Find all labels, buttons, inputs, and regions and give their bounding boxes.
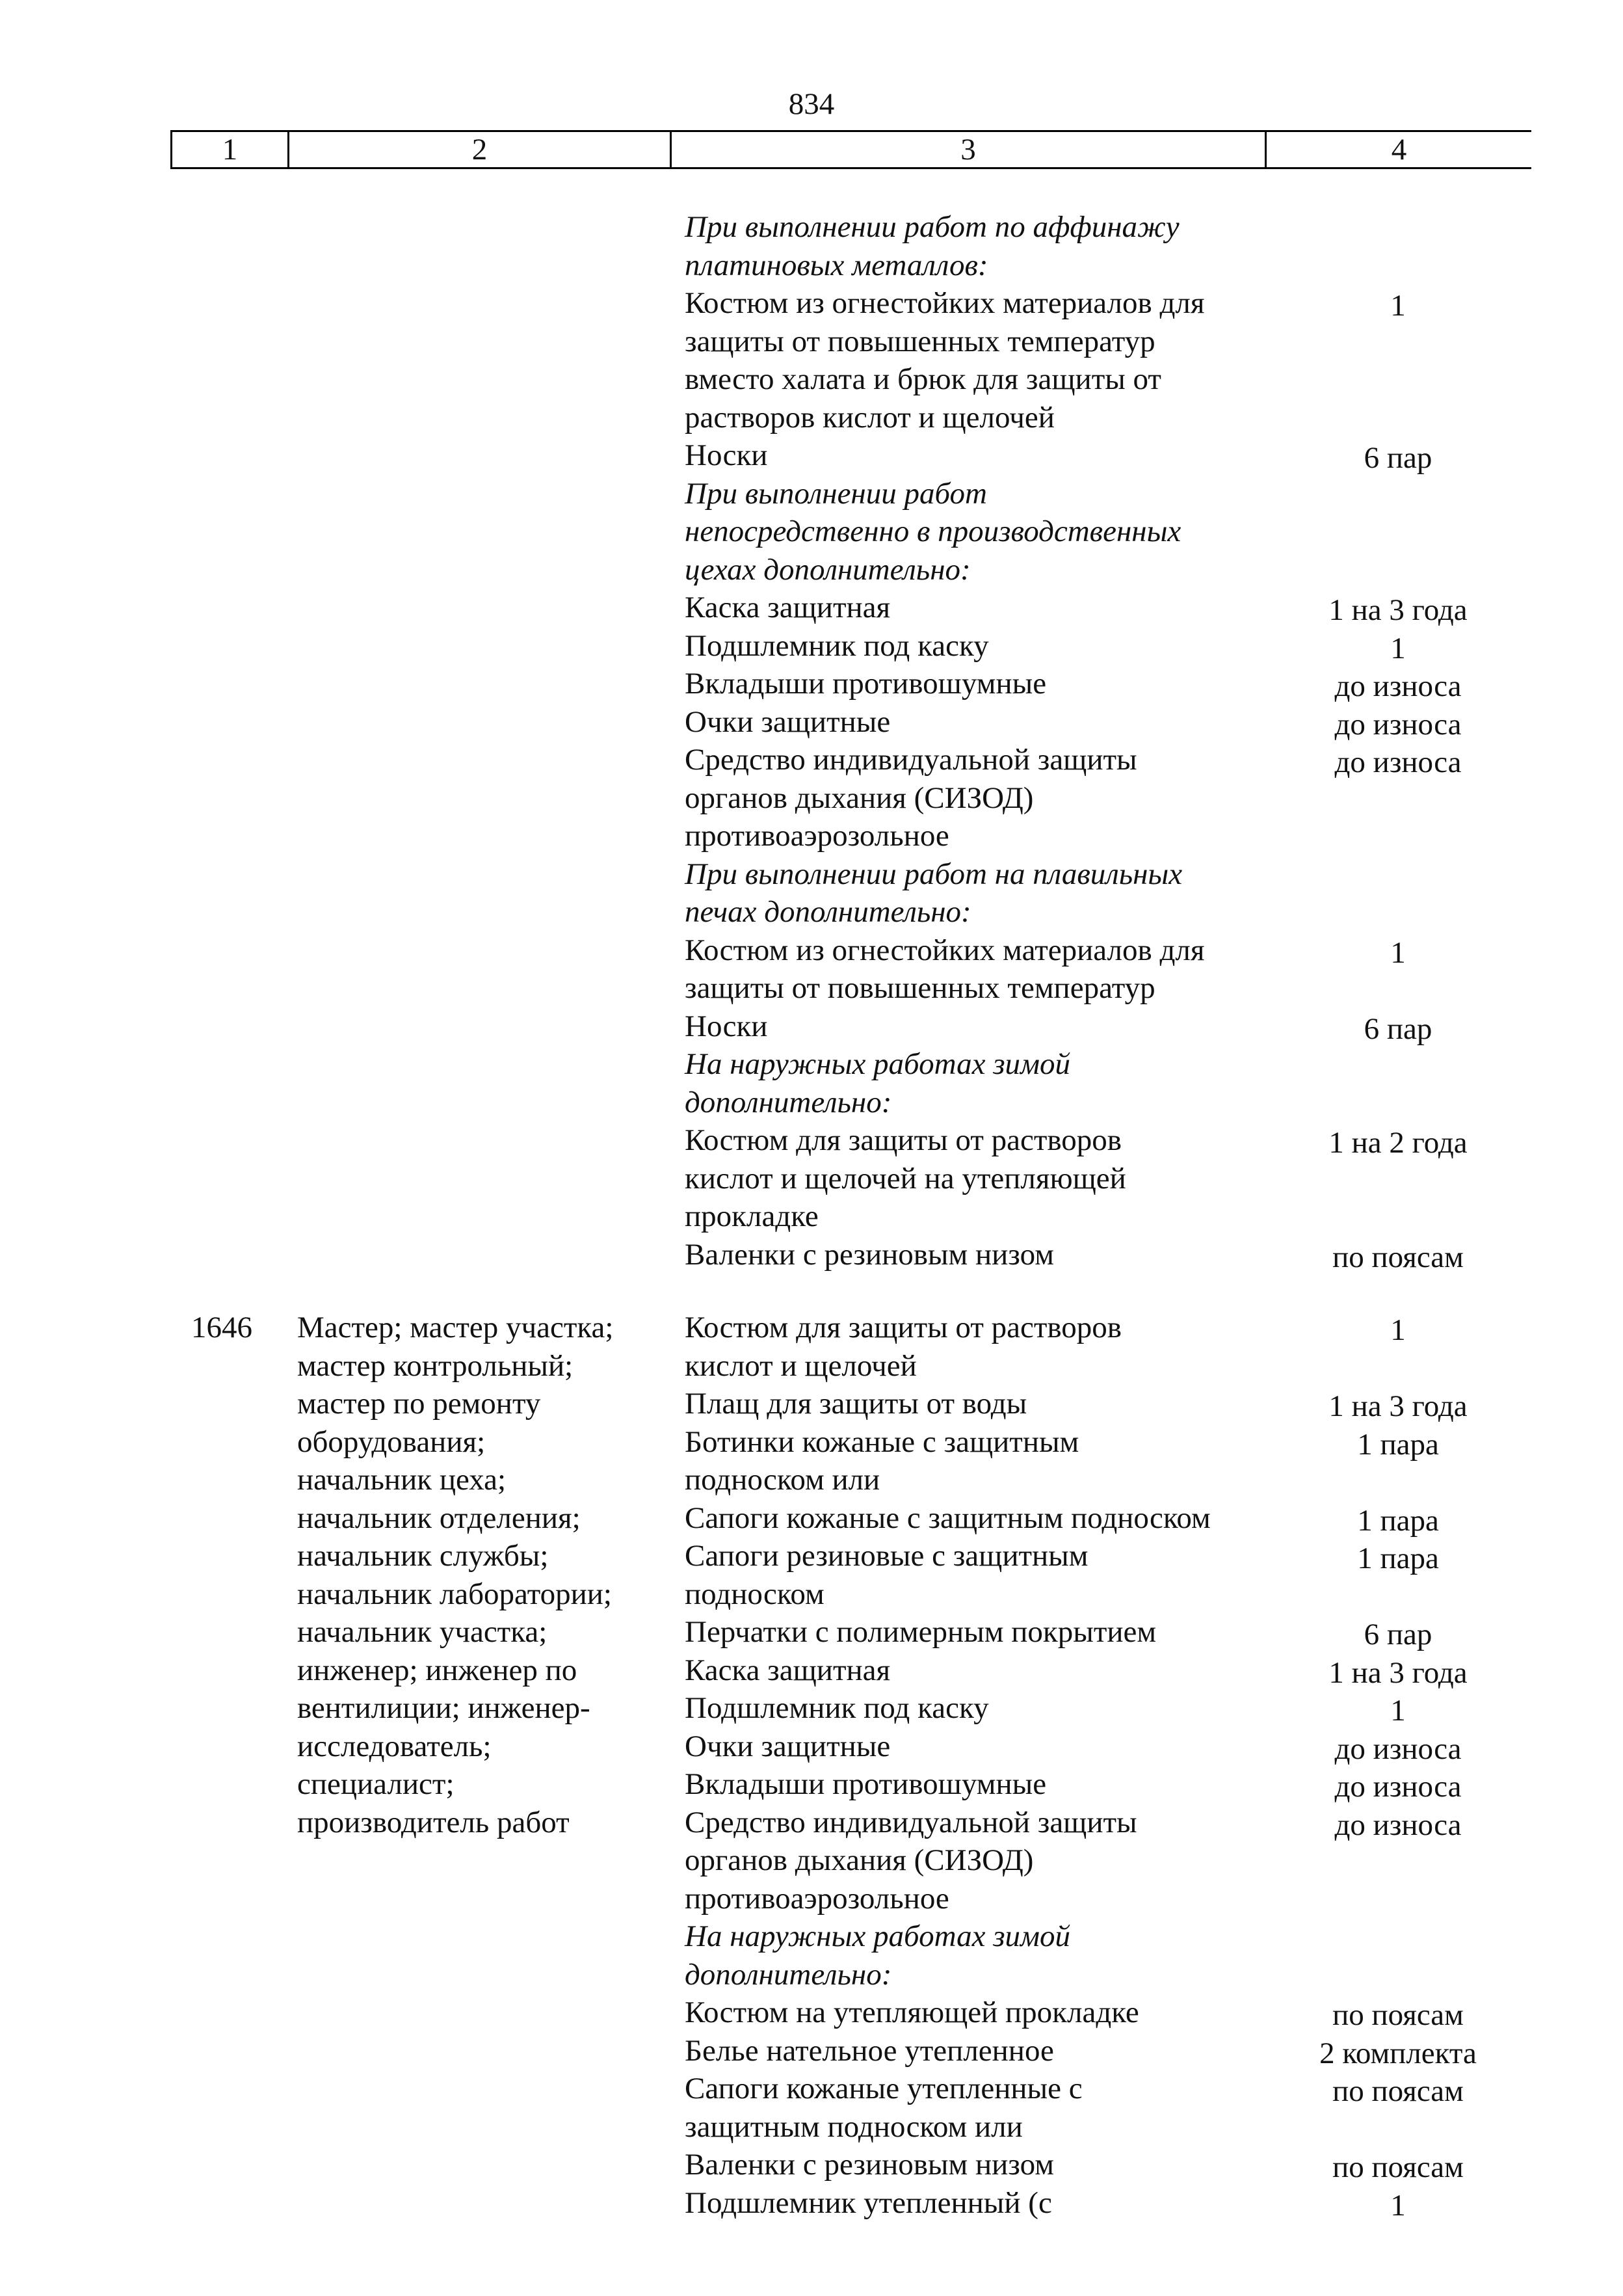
item-quantity: до износа: [1334, 1770, 1462, 1804]
item-text: Валенки с резиновым низом: [685, 1237, 1054, 1272]
item-text: Белье нательное утепленное: [685, 2033, 1054, 2068]
item-quantity: по поясам: [1332, 1240, 1464, 1274]
item-text: защитным подноском или: [685, 2109, 1023, 2144]
item-quantity: 1 на 3 года: [1328, 1389, 1468, 1423]
item-quantity: 1: [1390, 935, 1406, 970]
item-text: Костюм из огнестойких материалов для: [685, 933, 1205, 967]
item-quantity: 1: [1390, 289, 1406, 323]
item-text: Каска защитная: [685, 1653, 891, 1687]
item-quantity: до износа: [1334, 669, 1462, 703]
profession-line: специалист;: [297, 1767, 455, 1801]
item-text: защиты от повышенных температур: [685, 324, 1155, 358]
item-text: органов дыхания (СИЗОД): [685, 1843, 1034, 1877]
item-quantity: 6 пар: [1364, 1618, 1432, 1651]
profession-line: начальник службы;: [297, 1539, 549, 1573]
header-col-2: 2: [289, 132, 672, 167]
item-text: печах дополнительно:: [685, 895, 971, 929]
item-text: Подшлемник под каску: [685, 1691, 989, 1725]
item-text: непосредственно в производственных: [685, 514, 1181, 548]
item-text: При выполнении работ на плавильных: [685, 857, 1183, 891]
item-text: кислот и щелочей на утепляющей: [685, 1161, 1126, 1195]
item-text: Очки защитные: [685, 704, 891, 739]
item-text: Плащ для защиты от воды: [685, 1387, 1027, 1421]
header-col-1: 1: [172, 132, 289, 167]
item-quantity: до износа: [1334, 1731, 1462, 1766]
item-text: Сапоги резиновые с защитным: [685, 1539, 1089, 1573]
profession-line: Мастер; мастер участка;: [297, 1311, 614, 1344]
header-col-4: 4: [1391, 133, 1407, 167]
item-text: Костюм для защиты от растворов: [685, 1311, 1122, 1344]
item-quantity: 6 пар: [1364, 441, 1432, 475]
item-text: Костюм на утепляющей прокладке: [685, 1996, 1139, 2029]
item-quantity: 1: [1390, 631, 1406, 665]
item-text: Подшлемник под каску: [685, 628, 989, 663]
item-text: дополнительно:: [685, 1957, 892, 1992]
item-text: При выполнении работ по аффинажу: [685, 210, 1180, 244]
item-quantity: 1 пара: [1357, 1427, 1439, 1462]
item-text: подноском или: [685, 1463, 880, 1497]
item-text: Сапоги кожаные с защитным подноском: [685, 1501, 1211, 1535]
header-col-3: 3: [672, 132, 1267, 167]
item-quantity: 1 на 2 года: [1328, 1126, 1468, 1160]
item-text: Перчатки с полимерным покрытием: [685, 1615, 1157, 1649]
item-text: защиты от повышенных температур: [685, 971, 1155, 1005]
item-quantity: до износа: [1334, 745, 1462, 779]
profession-line: исследователь;: [297, 1729, 492, 1763]
item-text: Подшлемник утепленный (с: [685, 2185, 1052, 2220]
item-text: подноском: [685, 1577, 825, 1611]
profession-line: начальник участка;: [297, 1615, 548, 1649]
item-text: Очки защитные: [685, 1729, 891, 1763]
item-text: Носки: [685, 438, 768, 472]
item-text: цехах дополнительно:: [685, 552, 971, 587]
item-quantity: 1 пара: [1357, 1503, 1439, 1538]
item-text: Сапоги кожаные утепленные с: [685, 2072, 1083, 2105]
profession-line: вентилиции; инженер-: [297, 1691, 590, 1725]
item-text: платиновых металлов:: [685, 248, 988, 282]
item-text: Костюм для защиты от растворов: [685, 1123, 1122, 1157]
item-quantity: 1: [1390, 2188, 1406, 2223]
page-number: 834: [788, 87, 835, 121]
item-text: вместо халата и брюк для защиты от: [685, 362, 1161, 396]
item-text: Ботинки кожаные с защитным: [685, 1424, 1079, 1459]
item-text: Каска защитная: [685, 591, 891, 624]
profession-line: мастер контрольный;: [297, 1348, 574, 1383]
profession-line: мастер по ремонту: [297, 1387, 541, 1421]
item-quantity: 1: [1390, 1694, 1406, 1728]
table-header: [170, 130, 1531, 169]
profession-line: оборудования;: [297, 1424, 486, 1459]
profession-line: начальник лаборатории;: [297, 1577, 612, 1611]
item-text: дополнительно:: [685, 1085, 892, 1119]
item-text: На наружных работах зимой: [685, 1047, 1071, 1081]
item-text: Валенки с резиновым низом: [685, 2148, 1054, 2182]
item-text: Носки: [685, 1009, 768, 1043]
item-quantity: по поясам: [1332, 2150, 1464, 2184]
item-quantity: 1 пара: [1357, 1542, 1439, 1575]
item-text: Вкладыши противошумные: [685, 667, 1047, 701]
profession-line: начальник отделения;: [297, 1501, 581, 1535]
item-text: При выполнении работ: [685, 476, 987, 511]
item-text: кислот и щелочей: [685, 1348, 917, 1383]
item-text: противоаэрозольное: [685, 819, 949, 853]
item-quantity: до износа: [1334, 1808, 1462, 1842]
item-text: прокладке: [685, 1199, 819, 1233]
item-text: Костюм из огнестойких материалов для: [685, 286, 1205, 320]
item-text: органов дыхания (СИЗОД): [685, 781, 1034, 815]
item-text: растворов кислот и щелочей: [685, 400, 1055, 434]
item-text: противоаэрозольное: [685, 1881, 949, 1916]
item-text: Средство индивидуальной защиты: [685, 743, 1137, 777]
item-quantity: 2 комплекта: [1319, 2036, 1477, 2070]
item-text: На наружных работах зимой: [685, 1919, 1071, 1953]
profession-line: производитель работ: [297, 1805, 570, 1839]
item-quantity: 1 на 3 года: [1328, 1655, 1468, 1690]
item-quantity: 1 на 3 года: [1328, 593, 1468, 627]
item-quantity: по поясам: [1332, 2074, 1464, 2108]
item-quantity: по поясам: [1332, 1998, 1464, 2032]
item-text: Вкладыши противошумные: [685, 1767, 1047, 1801]
item-quantity: до износа: [1334, 707, 1462, 741]
profession-line: начальник цеха;: [297, 1463, 507, 1497]
item-quantity: 6 пар: [1364, 1011, 1432, 1046]
profession-line: инженер; инженер по: [297, 1653, 577, 1687]
item-quantity: 1: [1390, 1313, 1406, 1347]
row-number: 1646: [191, 1311, 252, 1344]
item-text: Средство индивидуальной защиты: [685, 1805, 1137, 1839]
